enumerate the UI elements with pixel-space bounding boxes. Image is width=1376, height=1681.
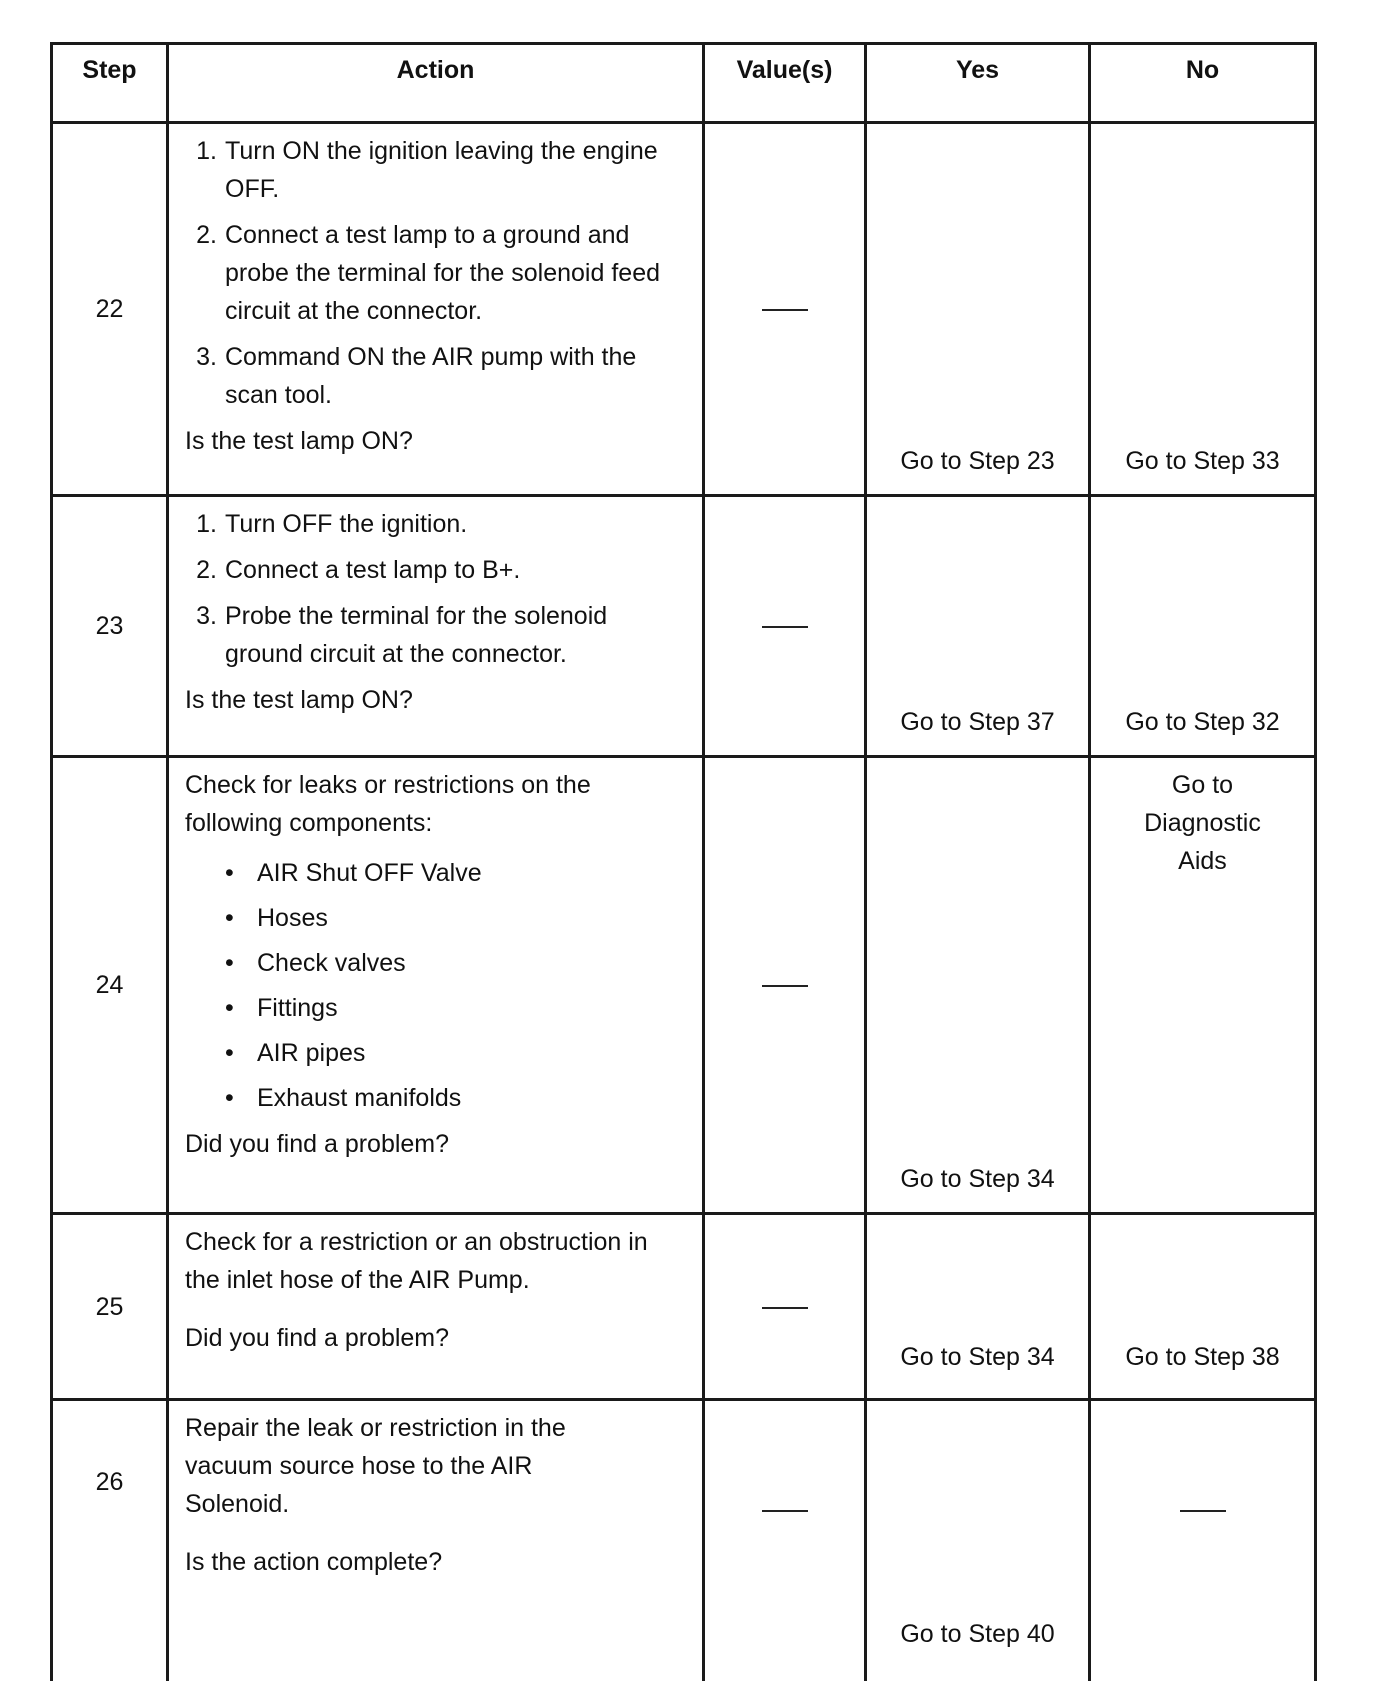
value-cell xyxy=(704,123,866,496)
yes-result: Go to Step 40 xyxy=(867,1615,1088,1653)
table-row xyxy=(52,1400,1316,1681)
item-text: Connect a test lamp to B+. xyxy=(225,556,520,584)
action-cell xyxy=(168,496,704,757)
em-dash xyxy=(762,1510,808,1512)
em-dash xyxy=(762,985,808,987)
action-question: Did you find a problem? xyxy=(185,1319,688,1357)
component-list xyxy=(185,854,688,1117)
action-intro: Check for a restriction or an obstruction in the inlet hose of the AIR Pump. xyxy=(185,1223,688,1299)
list-item xyxy=(225,1079,688,1117)
list-item xyxy=(225,1034,688,1072)
yes-result: Go to Step 34 xyxy=(867,1160,1088,1198)
item-number: 3. xyxy=(185,597,217,635)
list-item-text: Hoses xyxy=(257,904,328,932)
yes-cell xyxy=(866,757,1090,1214)
diagnostic-steps-table xyxy=(50,42,1317,1681)
no-cell xyxy=(1090,123,1316,496)
yes-cell xyxy=(866,1214,1090,1400)
item-number: 2. xyxy=(185,216,217,254)
action-question: Is the action complete? xyxy=(185,1543,688,1581)
no-result: Go to Step 32 xyxy=(1091,703,1314,741)
action-item xyxy=(185,132,688,208)
no-result: Go to Step 33 xyxy=(1091,442,1314,480)
action-cell xyxy=(168,1214,704,1400)
item-text: Probe the terminal for the solenoid ground circuit at the connector. xyxy=(225,602,607,668)
list-item-text: AIR Shut OFF Valve xyxy=(257,859,482,887)
action-item xyxy=(185,505,688,543)
bullet-icon: • xyxy=(225,899,234,937)
step-number: 23 xyxy=(52,496,168,757)
header-action: Action xyxy=(168,44,704,123)
bullet-icon: • xyxy=(225,944,234,982)
item-text: Command ON the AIR pump with the scan tool. xyxy=(225,343,636,409)
table-row xyxy=(52,496,1316,757)
em-dash xyxy=(762,626,808,628)
list-item-text: Fittings xyxy=(257,994,338,1022)
table-row xyxy=(52,1214,1316,1400)
no-result: Go to Step 38 xyxy=(1091,1338,1314,1376)
table-header-row xyxy=(52,44,1316,123)
item-text: Turn ON the ignition leaving the engine OFF. xyxy=(225,137,658,203)
action-intro: Repair the leak or restriction in the vacuum source hose to the AIR Solenoid. xyxy=(185,1409,688,1523)
header-values: Value(s) xyxy=(704,44,866,123)
action-question: Is the test lamp ON? xyxy=(185,422,688,460)
action-item xyxy=(185,551,688,589)
diagnostic-table-page xyxy=(50,42,1314,1582)
list-item-text: Exhaust manifolds xyxy=(257,1084,461,1112)
em-dash xyxy=(1180,1510,1226,1512)
item-number: 2. xyxy=(185,551,217,589)
item-number: 3. xyxy=(185,338,217,376)
yes-result: Go to Step 37 xyxy=(867,703,1088,741)
yes-result: Go to Step 23 xyxy=(867,442,1088,480)
action-intro: Check for leaks or restrictions on the following components: xyxy=(185,766,688,842)
em-dash xyxy=(762,309,808,311)
action-cell xyxy=(168,1400,704,1681)
bullet-icon: • xyxy=(225,854,234,892)
yes-cell xyxy=(866,1400,1090,1681)
bullet-icon: • xyxy=(225,1079,234,1117)
step-number: 25 xyxy=(52,1214,168,1400)
no-result: Go to Diagnostic Aids xyxy=(1091,758,1314,880)
no-cell xyxy=(1090,496,1316,757)
item-number: 1. xyxy=(185,505,217,543)
yes-result: Go to Step 34 xyxy=(867,1338,1088,1376)
bullet-icon: • xyxy=(225,1034,234,1072)
list-item xyxy=(225,989,688,1027)
action-item xyxy=(185,597,688,673)
action-cell xyxy=(168,123,704,496)
header-no: No xyxy=(1090,44,1316,123)
action-question: Is the test lamp ON? xyxy=(185,681,688,719)
no-cell xyxy=(1090,1400,1316,1681)
step-number: 22 xyxy=(52,123,168,496)
value-cell xyxy=(704,1400,866,1681)
item-text: Turn OFF the ignition. xyxy=(225,510,467,538)
yes-cell xyxy=(866,123,1090,496)
action-item xyxy=(185,338,688,414)
list-item-text: Check valves xyxy=(257,949,406,977)
bullet-icon: • xyxy=(225,989,234,1027)
list-item-text: AIR pipes xyxy=(257,1039,365,1067)
table-row xyxy=(52,123,1316,496)
step-number: 24 xyxy=(52,757,168,1214)
header-yes: Yes xyxy=(866,44,1090,123)
item-number: 1. xyxy=(185,132,217,170)
step-number: 26 xyxy=(52,1400,168,1681)
no-cell xyxy=(1090,757,1316,1214)
action-item xyxy=(185,216,688,330)
value-cell xyxy=(704,496,866,757)
value-cell xyxy=(704,1214,866,1400)
list-item xyxy=(225,899,688,937)
yes-cell xyxy=(866,496,1090,757)
action-cell xyxy=(168,757,704,1214)
header-step: Step xyxy=(52,44,168,123)
em-dash xyxy=(762,1307,808,1309)
list-item xyxy=(225,854,688,892)
value-cell xyxy=(704,757,866,1214)
item-text: Connect a test lamp to a ground and probe the terminal for the solenoid feed circuit at the connector. xyxy=(225,221,660,325)
no-cell xyxy=(1090,1214,1316,1400)
list-item xyxy=(225,944,688,982)
action-question: Did you find a problem? xyxy=(185,1125,688,1163)
table-row xyxy=(52,757,1316,1214)
